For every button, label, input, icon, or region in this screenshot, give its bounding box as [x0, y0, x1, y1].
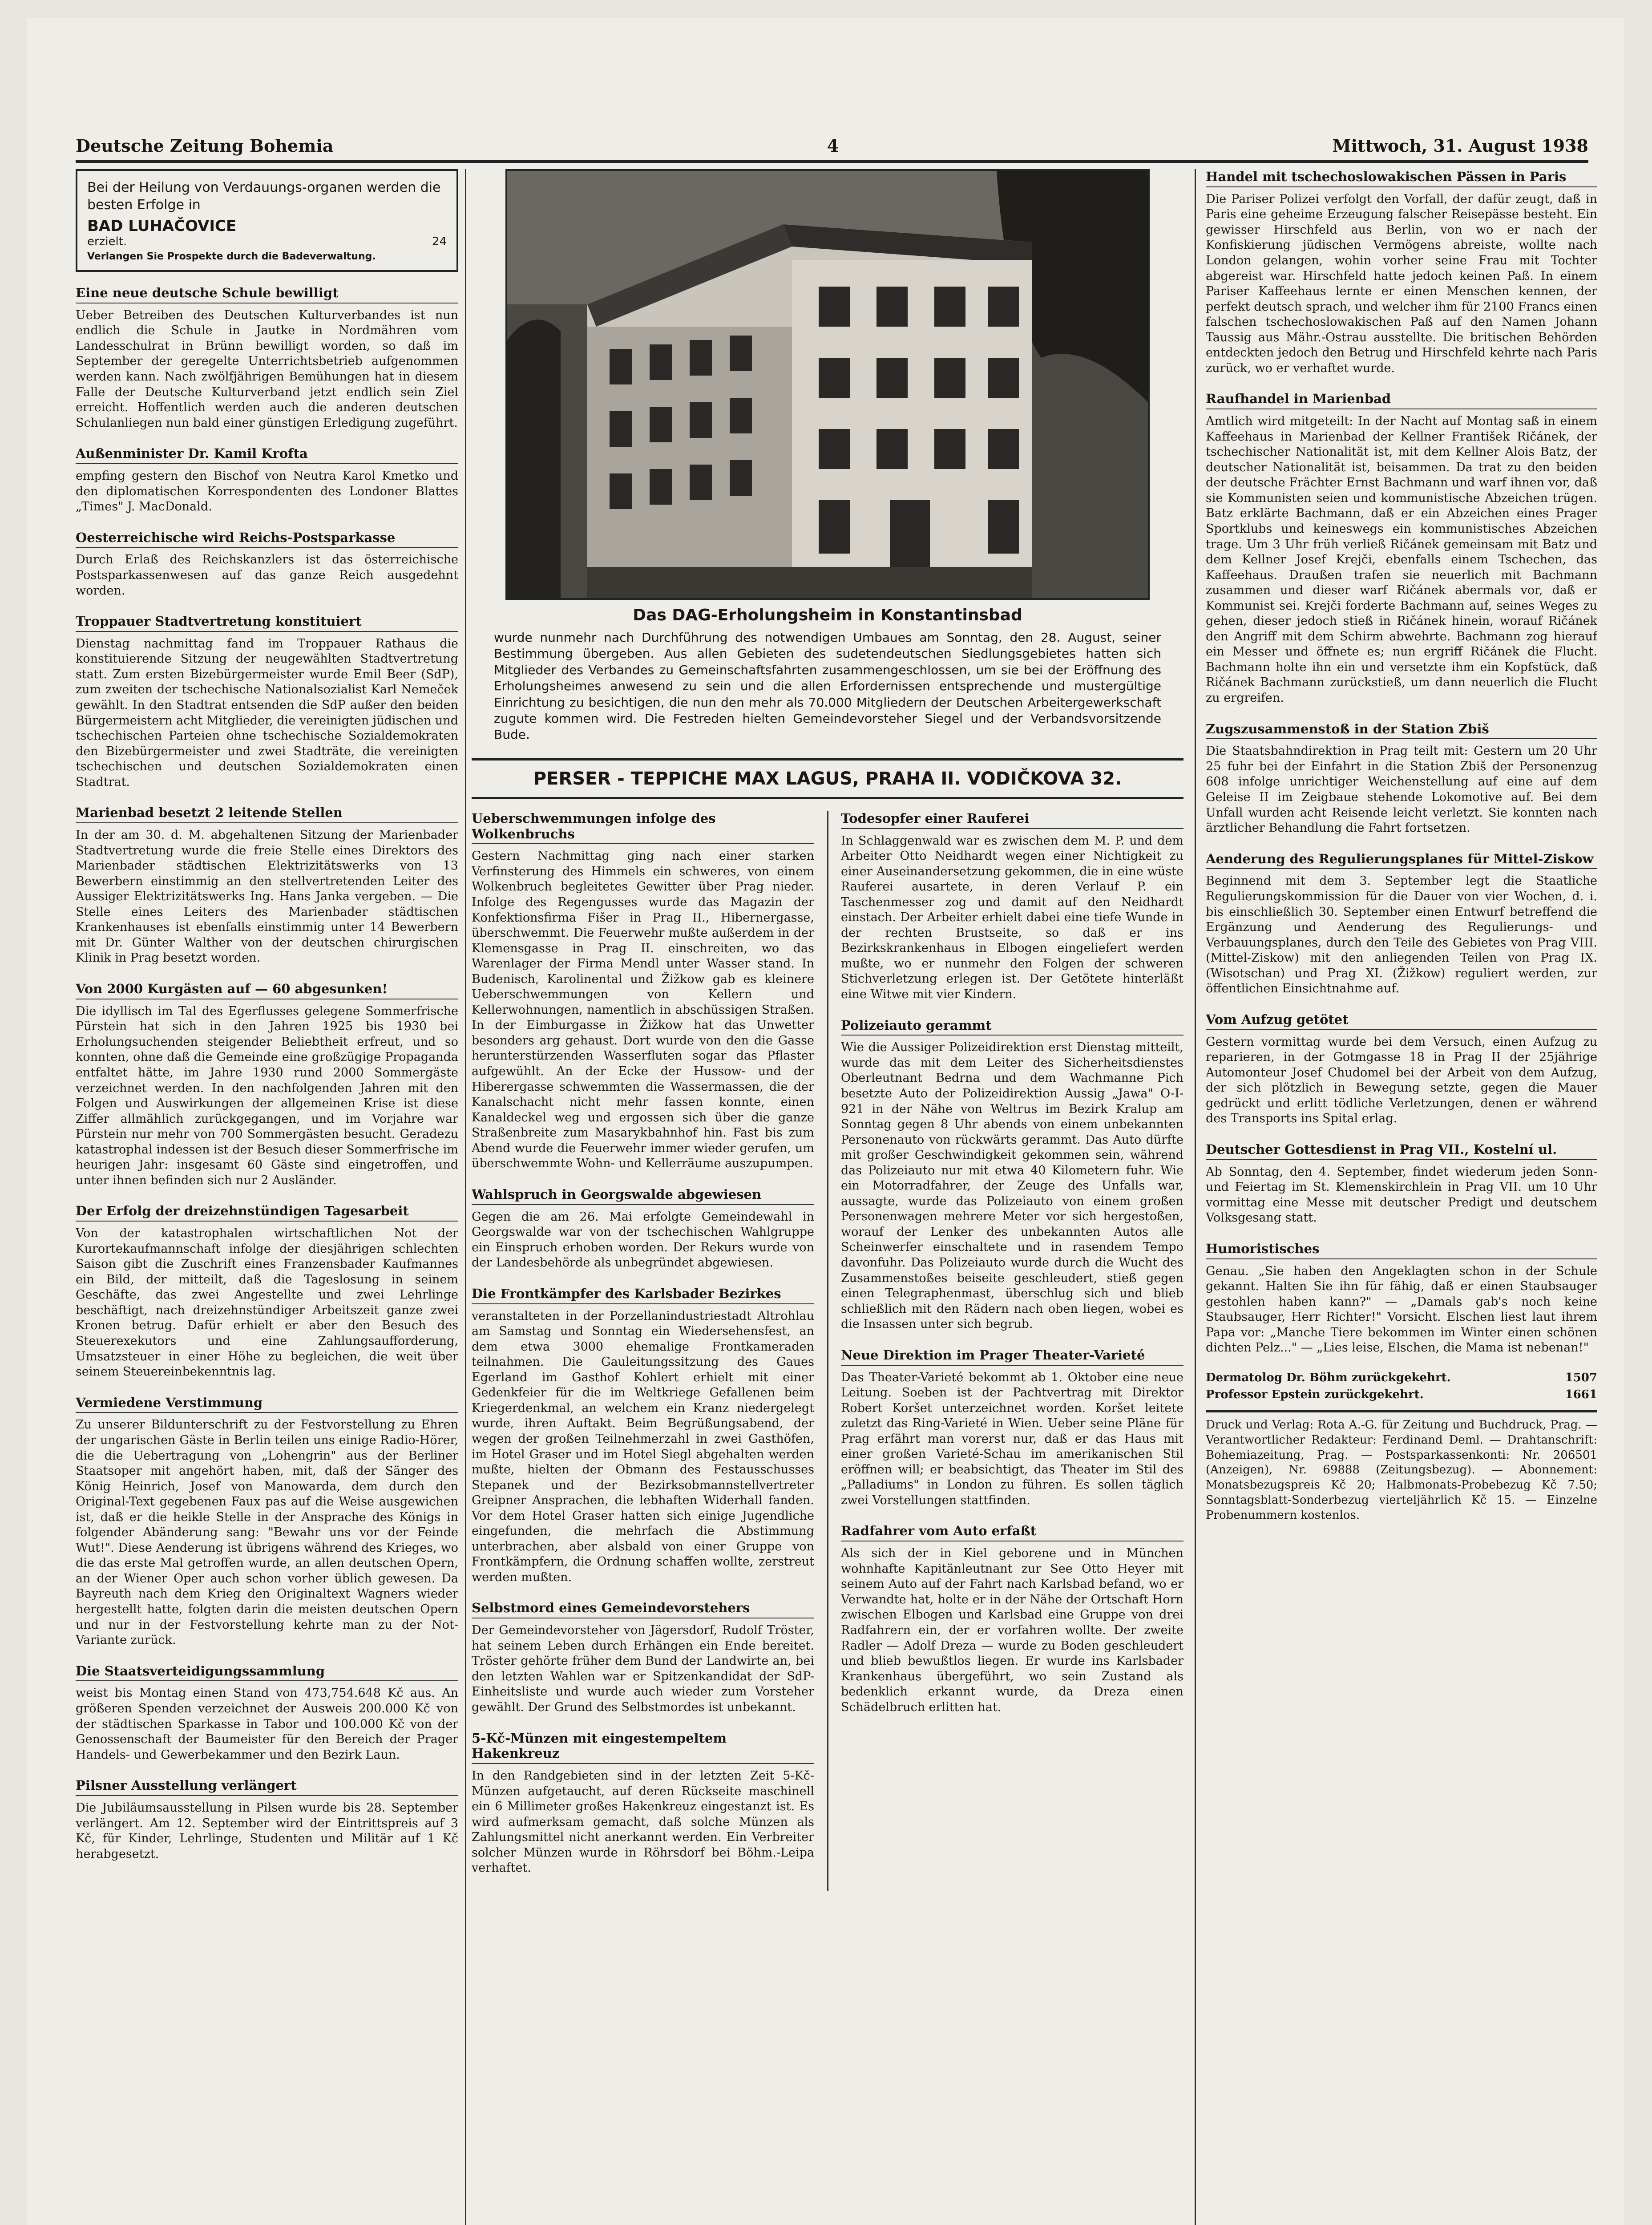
article-body: Die Staatsbahndirektion in Prag teilt mit: Gestern um 20 Uhr 25 fuhr bei der Einfahrt in die Station Zbiš der Personenzug 608 infolge unrichtiger Weichenstellung auf eine auf dem Geleise II im Zeigbaue stehende Lokomotive auf. Bei dem Unfall wurden acht Reisende leicht verletzt. Sie konnten nach ärztlicher Behandlung die Fahrt fortsetzen. [1206, 744, 1597, 835]
article [1206, 1012, 1597, 1127]
header-title: Deutsche Zeitung Bohemia [76, 136, 334, 156]
article [76, 981, 458, 1188]
right-article-list [1206, 169, 1597, 1356]
small-ad-number: 1661 [1565, 1388, 1597, 1401]
article [841, 1347, 1183, 1509]
ad-line-row [87, 235, 447, 248]
article-body: Ab Sonntag, den 4. September, findet wiederum jeden Sonn- und Feiertag im St. Klemenskirchlein in Prag VII. um 10 Uhr vormittag eine Messe mit deutscher Predigt und deutschem Volksgesang statt. [1206, 1165, 1597, 1225]
article-headline: Radfahrer vom Auto erfaßt [841, 1523, 1183, 1541]
article-body: Die Pariser Polizei verfolgt den Vorfall, der dafür zeugt, daß in Paris eine geheime Erzeugung falscher Reisepässe besteht. Ein gewisser Hirschfeld aus Berlin, von wo er nach der Konfiskierung jüdischen Vermögens abreiste, wollte nach London gelangen, wohin vorher seine Frau mit Tochter abgereist war. Hirschfeld hatte jedoch keinen Paß. In einem Pariser Kaffeehaus lernte er einen Menschen kennen, der perfekt deutsch sprach, und welcher ihm für 2100 Francs einen falschen tschechoslowakischen Paß auf den Namen Johann Taussig aus Mähr.-Ostrau ausstellte. Die britischen Behörden entdeckten jedoch den Betrug und Hirschfeld kehrte nach Paris zurück, wo er verhaftet wurde. [1206, 192, 1597, 375]
article [472, 811, 814, 1172]
article [1206, 169, 1597, 376]
middle-left-subcolumn [472, 811, 814, 1891]
article-headline: Pilsner Ausstellung verlängert [76, 1778, 458, 1796]
article-headline: Vom Aufzug getötet [1206, 1012, 1597, 1030]
article-body: Beginnend mit dem 3. September legt die Staatliche Regulierungskommission für die Dauer von vier Wochen, d. i. bis einschließlich 30. September einen Entwurf betreffend die Ergänzung und Aenderung des Regulierungs- und Verbauungsplanes, durch den Teile des Gebietes von Prag VIII. (Mittel-Ziskow) mit den anliegenden Teilen von Prag IX. (Wisotschan) und Prag XI. (Žižkow) reguliert werden, zur öffentlichen Einsichtnahme auf. [1206, 874, 1597, 996]
article-headline: Eine neue deutsche Schule bewilligt [76, 285, 458, 303]
page-header [76, 120, 1588, 163]
article-body: empfing gestern den Bischof von Neutra Karol Kmetko und den diplomatischen Korrespondenten des Londoner Blattes „Times" J. MacDonald. [76, 469, 458, 514]
article-headline: Todesopfer einer Rauferei [841, 811, 1183, 829]
ad-number: 24 [432, 235, 447, 248]
ad-line: Bei der Heilung von Verdauungs-organen werden die besten Erfolge in [87, 180, 441, 213]
article-body: Als sich der in Kiel geborene und in München wohnhafte Kapitänleutnant zur See Otto Heyer mit seinem Auto auf der Fahrt nach Karlsbad befand, wo er Verwandte hat, holte er in der Nähe der Ortschaft Horn zwischen Elbogen und Karlsbad eine Gruppe von drei Radfahrern ein, der er vorfahren wollte. Der zweite Radler — Adolf Dreza — wurde zu Boden geschleudert und blieb bewußtlos liegen. Er wurde ins Karlsbader Krankenhaus übergeführt, wo sein Zustand als bedenklich erkannt wurde, da Dreza einen Schädelbruch erlitten hat. [841, 1546, 1183, 1714]
spa-advertisement [76, 169, 458, 272]
small-ad-number: 1507 [1565, 1371, 1597, 1384]
article-body: Ueber Betreiben des Deutschen Kulturverbandes ist nun endlich die Schule in Jautke in Nordmähren vom Landesschulrat in Brünn bewilligt worden, so daß im September der geregelte Unterrichtsbetrieb aufgenommen werden kann. Nach zwölfjährigen Bemühungen hat in diesem Falle der Deutsche Kulturverband jetzt endlich sein Ziel erreicht. Hoffentlich werden auch die anderen deutschen Schulanliegen nun bald einer günstigen Erledigung zugeführt. [76, 308, 458, 430]
article-body: Die idyllisch im Tal des Egerflusses gelegene Sommerfrische Pürstein hat sich in den Jahren 1925 bis 1930 bei Erholungsuchenden steigender Beliebtheit erfreut, und so konnten, ohne daß die Gemeinde eine großzügige Propaganda entfaltet hätte, im Jahre 1930 rund 2000 Sommergäste verzeichnet werden. In den nachfolgenden Jahren mit den Folgen und Auswirkungen der allgemeinen Krise ist diese Ziffer allmählich zurückgegangen, und im Vorjahre war Pürstein nur mehr von 700 Sommergästen besucht. Geradezu katastrophal indessen ist der Besuch dieser Sommerfrische im heurigen Jahr: insgesamt 60 Gäste sind eingetroffen, und unter ihnen befinden sich nur 2 Ausländer. [76, 1004, 458, 1187]
article [76, 1778, 458, 1862]
left-article-list [76, 285, 458, 1862]
newspaper-page [27, 18, 1624, 2225]
article-headline: Humoristisches [1206, 1241, 1597, 1259]
article [841, 1523, 1183, 1715]
article [472, 1286, 814, 1586]
article-headline: Zugszusammenstoß in der Station Zbiš [1206, 721, 1597, 740]
article-headline: Handel mit tschechoslowakischen Pässen in Paris [1206, 169, 1597, 187]
article-headline: Marienbad besetzt 2 leitende Stellen [76, 805, 458, 823]
article-body: Gestern Nachmittag ging nach einer starken Verfinsterung des Himmels ein schweres, von einem Wolkenbruch begleitetes Gewitter über Prag nieder. Infolge des Regengusses wurde das Magazin der Konfektionsfirma Fišer in Prag II., Hibernergasse, überschwemmt. Die Feuerwehr mußte außerdem in der Klemensgasse in Prag II. einschreiten, wo das Warenlager der Firma Mendl unter Wasser stand. In Budenisch, Karolinental und Žižkow gab es kleinere Ueberschwemmungen von Kellern und Kellerwohnungen, namentlich in abschüssigen Straßen. In der Eimburgasse in Žižkow hat das Unwetter besonders arg gehaust. Dort wurde von den die Gasse herunterstürzenden Wasserfluten sogar das Pflaster aufgewühlt. An der Ecke der Hussow- und der Hiberergasse schwemmten die Wassermassen, die der Kanalschacht nicht mehr fassen konnte, einen Kanaldeckel weg und ergossen sich über die ganze Straßenbreite zum Masarykbahnhof hin. Fast bis zum Abend wurde die Feuerwehr immer wieder gerufen, um überschwemmte Wohn- und Kellerräume auszupumpen. [472, 849, 814, 1171]
left-column [76, 169, 458, 2225]
article-body: Wie die Aussiger Polizeidirektion erst Dienstag mitteilt, wurde das mit dem Leiter des Sicherheitsdienstes Oberleutnant Bedrna und dem Wachmanne Pich besetzte Auto der Polizeidirektion Aussig „Jawa" O-I-921 in der Nähe von Weltrus im Bezirk Kralup am Sonntag gegen 8 Uhr abends von einem unbekannten Personenauto von rückwärts gerammt. Das Auto dürfte mit großer Geschwindigkeit gekommen sein, während das Polizeiauto nur mit etwa 40 Kilometern fuhr. Wie ein Motorradfahrer, der Zeuge des Unfalls war, aussagte, wurde das Polizeiauto von einem großen Personenwagen mehrere Meter vor sich hergestoßen, worauf der Lenker des unbekannten Autos alle Scheinwerfer einschaltete und in rasendem Tempo davonfuhr. Das Polizeiauto wurde durch die Wucht des Zusammenstoßes beiseite geschleudert, stieß gegen einen Telegraphenmast, überschlug sich und blieb schließlich mit den Rädern nach oben liegen, wobei es die Insassen unter sich begrub. [841, 1040, 1183, 1331]
article [472, 1731, 814, 1876]
article-body: In der am 30. d. M. abgehaltenen Sitzung der Marienbader Stadtvertretung wurde die freie Stelle eines Direktors des Marienbader städtischen Elektrizitätswerks von 13 Bewerbern einstimmig an den stellvertretenden Leiter des Aussiger Elektrizitätswerks Ing. Hans Janka vergeben. — Die Stelle eines Leiters des Marienbader städtischen Krankenhauses ist ebenfalls einstimmig unter 14 Bewerbern mit Dr. Günter Walther von der deutschen chirurgischen Klinik in Prag besetzt worden. [76, 828, 458, 965]
article [76, 530, 458, 599]
article-headline: Neue Direktion im Prager Theater-Varieté [841, 1347, 1183, 1366]
article [1206, 721, 1597, 836]
ad-line: Verlangen Sie Prospekte durch die Badeverwaltung. [87, 251, 376, 262]
article-headline: Oesterreichische wird Reichs-Postsparkasse [76, 530, 458, 548]
article [1206, 391, 1597, 706]
middle-subcolumns [472, 811, 1183, 1891]
article [841, 811, 1183, 1003]
article [472, 1600, 814, 1715]
small-ads [1206, 1371, 1597, 1401]
header-date: Mittwoch, 31. August 1938 [1332, 136, 1588, 156]
middle-right-subcolumn [841, 811, 1183, 1891]
column-divider [465, 169, 466, 2225]
article-headline: Von 2000 Kurgästen auf — 60 abgesunken! [76, 981, 458, 999]
building-photo [505, 169, 1150, 600]
small-ad [1206, 1371, 1597, 1384]
article [76, 1395, 458, 1648]
article-headline: Raufhandel in Marienbad [1206, 391, 1597, 409]
article [76, 805, 458, 966]
article-body: Zu unserer Bildunterschrift zu der Festvorstellung zu Ehren der ungarischen Gäste in Berlin teilen uns einige Radio-Hörer, die die Uebertragung von „Lohengrin" aus der Berliner Staatsoper mit angehört haben, mit, daß der Sänger des König Heinrich, Josef von Manowarda, dem durch den Original-Text gegebenen Faux pas auf die Weise ausgewichen ist, daß er die heikle Stelle in der Ansprache des Königs in folgender Abänderung sang: "Bewahr uns vor der Feinde Wut!". Diese Aenderung ist übrigens während des Krieges, wo die das erste Mal getroffen wurde, an allen deutschen Opern, an der Wiener Oper auch schon vorher üblich gewesen. Da Bayreuth nach dem Krieg den Originaltext Wagners wieder hergestellt hatte, folgten darin die meisten deutschen Opern und nur in der Festvorstellung kehrte man zu der Not-Variante zurück. [76, 1418, 458, 1647]
article-headline: Die Staatsverteidigungssammlung [76, 1663, 458, 1682]
article-body: Der Gemeindevorsteher von Jägersdorf, Rudolf Tröster, hat seinem Leben durch Erhängen ein Ende bereitet. Tröster gehörte früher dem Bund der Landwirte an, bei den letzten Wahlen war er Spitzenkandidat der SdP-Einheitsliste und wurde auch wieder zum Vorsteher gewählt. Der Grund des Selbstmordes ist unbekannt. [472, 1623, 814, 1714]
article-headline: Vermiedene Verstimmung [76, 1395, 458, 1413]
article-headline: Troppauer Stadtvertretung konstituiert [76, 614, 458, 632]
article-body: Von der katastrophalen wirtschaftlichen Not der Kurortekaufmannschaft infolge der diesjährigen schlechten Saison gibt die Zuschrift eines Franzensbader Kaufmannes ein Bild, der mitteilt, daß die Tageslosung in seinem Geschäfte, das zwei Angestellte und zwei Lehrlinge beschäftigt, nach dreizehnstündiger Arbeitszeit ganze zwei Kronen betrug. Dafür erhielt er aber den Besuch des Steuerexekutors und eine Zahlungsaufforderung, Umsatzsteuer in einer Höhe zu begleichen, die weit über seinem Steuereinbekenntnis lag. [76, 1226, 458, 1379]
article-headline: Die Frontkämpfer des Karlsbader Bezirkes [472, 1286, 814, 1304]
small-ad-text: Professor Epstein zurückgekehrt. [1206, 1388, 1424, 1401]
middle-column [472, 169, 1183, 2225]
article-body: Genau. „Sie haben den Angeklagten schon in der Schule gekannt. Halten Sie ihn für fähig, daß er einen Staubsauger gestohlen haben kann?" — „Damals gab's noch keine Staubsauger, Herr Richter!" Vorsicht. Elschen liest laut ihrem Papa vor: „Manche Tiere bekommen im Winter einen schönen dichten Pelz..." — „Lies leise, Elschen, die Mama ist nebenan!" [1206, 1264, 1597, 1355]
column-divider [827, 811, 828, 1891]
small-ad-text: Dermatolog Dr. Böhm zurückgekehrt. [1206, 1371, 1451, 1384]
article-headline: Selbstmord eines Gemeindevorstehers [472, 1600, 814, 1618]
article [1206, 851, 1597, 997]
article [841, 1018, 1183, 1332]
article-headline: Deutscher Gottesdienst in Prag VII., Kostelní ul. [1206, 1142, 1597, 1160]
article-body: weist bis Montag einen Stand von 473,754.648 Kč aus. An größeren Spenden verzeichnet der Ausweis 200.000 Kč von der städtischen Sparkasse in Tabor und 100.000 Kč von der Genossenschaft der Baumeister für den Bereich der Prager Handels- und Gewerbekammer und den Bezirk Laun. [76, 1686, 458, 1762]
photo-caption: wurde nunmehr nach Durchführung des notwendigen Umbaues am Sonntag, den 28. August, seiner Bestimmung übergeben. Aus allen Gebieten des sudetendeutschen Siedlungsgebietes hatten sich Mitglieder des Verbandes zu Gemeinschaftsfahrten zusammengeschlossen, um sie bei der Eröffnung des Erholungsheimes anwesend zu sein und die allen Erfordernissen entsprechende und mustergültige Einrichtung zu besichtigen, die nun den mehr als 70.000 Mitgliedern der Deutschen Arbeitergewerkschaft zugute kommen wird. Die Festreden hielten Gemeindevorsteher Siegel und der Verbandsvorsitzende Bude. [494, 630, 1161, 742]
column-divider [1195, 169, 1196, 2225]
article-body: In Schlaggenwald war es zwischen dem M. P. und dem Arbeiter Otto Neidhardt wegen einer Nichtigkeit zu einer Auseinandersetzung gekommen, die in eine wüste Rauferei ausartete, in deren Verlauf P. ein Taschenmesser zog und damit auf den Neidhardt einstach. Der Arbeiter erhielt dabei eine tiefe Wunde in der rechten Brustseite, so daß er ins Bezirkskrankenhaus in Elbogen eingeliefert werden mußte, wo er nunmehr den Folgen der schweren Stichverletzung erlegen ist. Der Getötete hinterläßt eine Witwe mit vier Kindern. [841, 833, 1183, 1001]
article-body: Gestern vormittag wurde bei dem Versuch, einen Aufzug zu reparieren, in der Gotmgasse 18 in Prag II der 25jährige Automonteur Josef Chudomel bei der Arbeit von dem Aufzug, der sich plötzlich in Bewegung setzte, gegen die Mauer gedrückt und erlitt tödliche Verletzungen, denen er während des Transports ins Spital erlag. [1206, 1035, 1597, 1126]
building-illustration [507, 171, 1148, 598]
article [76, 614, 458, 790]
article-headline: Polizeiauto gerammt [841, 1018, 1183, 1036]
article [76, 285, 458, 431]
article-headline: Der Erfolg der dreizehnstündigen Tagesarbeit [76, 1203, 458, 1222]
article [1206, 1241, 1597, 1356]
article [76, 1203, 458, 1380]
carpet-advertisement: PERSER - TEPPICHE MAX LAGUS, PRAHA II. VODIČKOVA 32. [472, 758, 1183, 799]
article [1206, 1142, 1597, 1226]
article-body: Durch Erlaß des Reichskanzlers ist das österreichische Postsparkassenwesen auf das ganze Reich ausgedehnt worden. [76, 553, 458, 598]
article-headline: Ueberschwemmungen infolge des Wolkenbruchs [472, 811, 814, 845]
page-number: 4 [827, 136, 839, 156]
article-body: Amtlich wird mitgeteilt: In der Nacht auf Montag saß in einem Kaffeehaus in Marienbad der Kellner František Ričánek, der tschechischer Nationalität ist, mit dem Kellner Alois Batz, der deutscher Nationalität ist, beisammen. Da trat zu den beiden der deutsche Frächter Ernst Bachmann und warf ihnen vor, daß sie Kommunisten seien und kommunistische Abzeichen trügen. Batz erklärte Bachmann, daß er ein Abzeichen eines Prager Sportklubs und keineswegs ein kommunistisches Abzeichen trage. Um 3 Uhr früh verließ Ričánek gemeinsam mit Batz und dem Kellner Josef Krejči, ebenfalls einem Tschechen, das Kaffeehaus. Draußen trafen sie neuerlich mit Bachmann zusammen und dieser warf Ričánek abermals vor, daß er Kommunist sei. Krejči forderte Bachmann auf, seines Weges zu gehen, dieser jedoch stieß in Ričánek hinein, worauf Ričánek den Angriff mit dem Schirm abwehrte. Bachmann zog hierauf ein Messer und öffnete es; nun ergriff Ričánek die Flucht. Bachmann holte ihn ein und versetzte ihm ein Kopfstück, daß Ričánek Bachmann zurückstieß, um dann neuerlich die Flucht zu ergreifen. [1206, 414, 1597, 705]
small-ad [1206, 1388, 1597, 1401]
article [76, 1663, 458, 1763]
photo-title: Das DAG-Erholungsheim in Konstantinsbad [633, 606, 1022, 624]
right-column [1206, 169, 1597, 2225]
article-headline: Außenminister Dr. Kamil Krofta [76, 446, 458, 464]
article [76, 446, 458, 514]
article-body: Dienstag nachmittag fand im Troppauer Rathaus die konstituierende Sitzung der neugewählten Stadtvertretung statt. Zum ersten Bizebürgermeister wurde Emil Beer (SdP), zum zweiten der tschechische Nationalsozialist Karl Nemeček gewählt. In den Stadtrat entsenden die SdP außer den beiden Bürgermeistern acht Mitglieder, die vereinigten jüdischen und tschechischen Parteien ohne tschechische Sozialdemokraten den Bizebürgermeister und zwei Stadträte, die vereinigten tschechischen und deutschen Sozialdemokraten einen Stadtrat. [76, 636, 458, 789]
article-body: Die Jubiläumsausstellung in Pilsen wurde bis 28. September verlängert. Am 12. September wird der Eintrittspreis auf 3 Kč, für Kinder, Lehrlinge, Studenten und Militär auf 1 Kč herabgesetzt. [76, 1800, 458, 1861]
ad-spa-name: BAD LUHAČOVICE [87, 217, 237, 235]
article-body: Das Theater-Varieté bekommt ab 1. Oktober eine neue Leitung. Soeben ist der Pachtvertrag mit Direktor Robert Koršet unterzeichnet worden. Koršet leitete zuletzt das Ring-Varieté in Wien. Ueber seine Pläne für Prag erfährt man vorerst nur, daß er das Haus mit einer großen Varieté-Schau im amerikanischen Stil eröffnen will; er beabsichtigt, das Theater im Stil des „Palladiums" in London zu führen. Es sollen täglich zwei Vorstellungen stattfinden. [841, 1370, 1183, 1507]
ad-line: erzielt. [87, 235, 127, 248]
imprint: Druck und Verlag: Rota A.-G. für Zeitung und Buchdruck, Prag. — Verantwortlicher Redakteur: Ferdinand Deml. — Drahtanschrift: Bohemiazeitung, Prag. — Postsparkassenkonti: Nr. 206501 (Anzeigen), Nr. 69888 (Zeitungsbezug). — Abonnement: Monatsbezugspreis Kč 20; Halbmonats-Probebezug Kč 7.50; Sonntagsblatt-Sonderbezug vierteljährlich Kč 15. — Einzelne Probenummern kostenlos. [1206, 1410, 1597, 1523]
article-body: Gegen die am 26. Mai erfolgte Gemeindewahl in Georgswalde war von der tschechischen Wahlgruppe ein Einspruch erhoben worden. Der Rekurs wurde von der Landesbehörde als unbegründet abgewiesen. [472, 1210, 814, 1270]
article-headline: 5-Kč-Münzen mit eingestempeltem Hakenkreuz [472, 1731, 814, 1764]
article-body: veranstalteten in der Porzellanindustriestadt Altrohlau am Samstag und Sonntag ein Wiedersehensfest, an dem etwa 3000 ehemalige Frontkameraden teilnahmen. Die Gauleitungssitzung des Gaues Egerland im Gasthof Kohlert erhielt mit einer Gedenkfeier für die im Weltkriege Gefallenen beim Kriegerdenkmal, an welchem ein Kranz niedergelegt wurde, ihren Auftakt. Beim Begrüßungsabend, der wegen der großen Teilnehmerzahl in zwei Gasthöfen, im Hotel Graser und im Hotel Siegl abgehalten werden mußte, hielten der Obmann des Festausschusses Stepanek und der Bezirksobmannstellvertreter Greipner Ansprachen, die lebhaften Widerhall fanden. Vor dem Hotel Graser hatten sich einige Jugendliche eingefunden, die mehrfach die Abstimmung unterbrachen, aber alsbald von einer Gruppe von Frontkämpfern, die Ordnung schaffen wollte, zerstreut werden mußten. [472, 1309, 814, 1584]
article-headline: Aenderung des Regulierungsplanes für Mittel-Ziskow [1206, 851, 1597, 870]
article-headline: Wahlspruch in Georgswalde abgewiesen [472, 1187, 814, 1205]
article [472, 1187, 814, 1271]
article-body: In den Randgebieten sind in der letzten Zeit 5-Kč-Münzen aufgetaucht, auf deren Rückseite maschinell ein 6 Millimeter großes Hakenkreuz eingestanzt ist. Es wird aufmerksam gemacht, daß solche Münzen als Zahlungsmittel nicht anerkannt werden. Ein Verbreiter solcher Münzen wurde in Röhrsdorf bei Böhm.-Leipa verhaftet. [472, 1769, 814, 1875]
